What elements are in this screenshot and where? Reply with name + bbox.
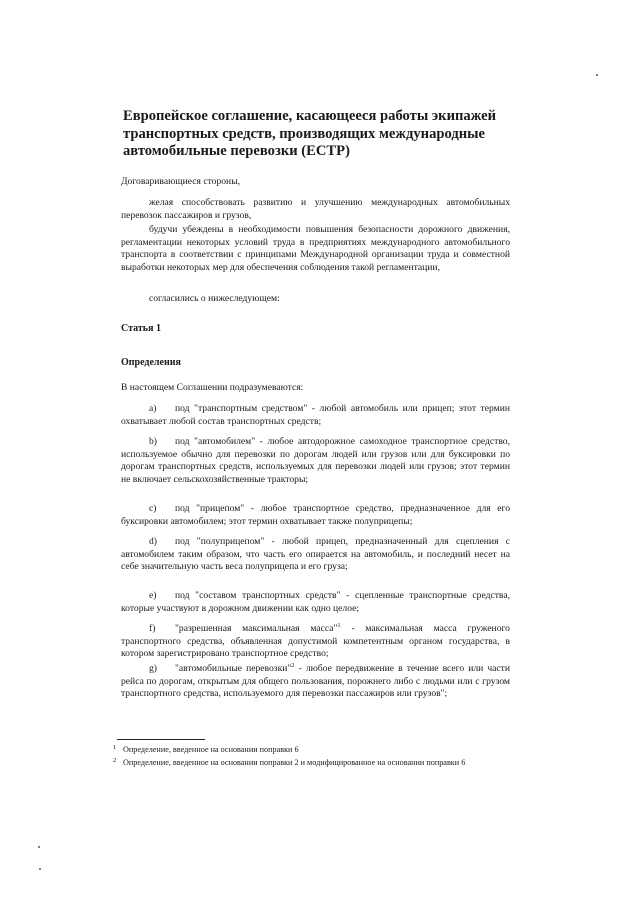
item-label: d) — [149, 536, 157, 547]
footnote-number: 2 — [113, 757, 117, 764]
item-head: "разрешенная максимальная масса" — [175, 623, 338, 634]
footnote-ref: 2 — [291, 661, 295, 669]
footnote — [113, 744, 501, 756]
paragraph-agreed: согласились о нижеследующем: — [149, 293, 280, 304]
item-head: "автомобильные перевозки" — [175, 663, 292, 674]
intro-text: Договаривающиеся стороны, — [121, 176, 241, 187]
item-text: - любое передвижение в течение всего или части рейса по дорогам, открытым для общего пользования, порожнего либо с людьми или с грузом транспортного средства, используемого для перевозки пассажиров или грузов"; — [121, 663, 511, 700]
item-text: под "автомобилем" - любое автодорожное самоходное транспортное средство, используемое обычно для перевозки по дорогам людей или грузов или для буксировки по дорогам транспортных средств, используемых для перевозки людей или грузов; этот термин не включает сельскохозяйственные тракторы; — [121, 436, 510, 485]
section-heading: Определения — [121, 357, 181, 368]
item-label: f) — [149, 623, 156, 634]
item-text: под "прицепом" - любое транспортное средство, предназначенное для его буксировки автомобилем; этот термин охватывает также полуприцепы; — [121, 503, 510, 527]
item-text: под "составом транспортных средств" - сцепленные транспортные средства, которые участвуют в дорожном движении как одно целое; — [121, 590, 510, 614]
footnote — [113, 757, 501, 769]
footnote-ref: 1 — [337, 621, 341, 629]
item-text: - максимальная масса груженого транспортного средства, объявленная допустимой компетентным органом государства, в котором зарегистрировано транспортное средство; — [121, 623, 510, 660]
item-label: e) — [149, 590, 157, 601]
definition-item — [121, 403, 510, 428]
item-text: под "полуприцепом" - любой прицеп, предназначенный для сцепления с автомобилем таким образом, что часть его опирается на автомобиль, и последний несет на себе значительную часть веса полуприцепа и его груза; — [121, 536, 510, 573]
footnote-text: Определение, введенное на основании поправки 6 — [123, 745, 299, 754]
scan-speck — [39, 868, 41, 870]
definition-item — [121, 436, 510, 486]
footnote-text: Определение, введенное на основании поправки 2 и модифицированное на основании поправки 6 — [123, 758, 466, 767]
scan-speck — [38, 846, 40, 848]
definition-item — [121, 503, 510, 528]
definitions-lead: В настоящем Соглашении подразумеваются: — [121, 382, 304, 393]
item-label: a) — [149, 403, 157, 414]
paragraph-desire: желая способствовать развитию и улучшению международных автомобильных перевозок пассажиров и грузов, — [121, 197, 510, 221]
item-label: c) — [149, 503, 157, 514]
document-title: Европейское соглашение, касающееся работы экипажей транспортных средств, производящих международные автомобильные перевозки (ЕСТР) — [123, 108, 496, 159]
definition-item — [121, 536, 510, 574]
definition-item — [121, 663, 510, 701]
item-text: под "транспортным средством" - любой автомобиль или прицеп; этот термин охватывает любой состав транспортных средств; — [121, 403, 510, 427]
paragraph-convinced: будучи убеждены в необходимости повышения безопасности дорожного движения, регламентации некоторых условий труда в предприятиях международного автомобильного транспорта в соответствии с принципами Международной организации труда и совместной выработки некоторых мер для обеспечения соблюдения такой регламентации, — [121, 224, 510, 273]
footnote-number: 1 — [113, 744, 117, 751]
scan-speck — [596, 74, 598, 76]
article-heading: Статья 1 — [121, 323, 161, 334]
item-label: b) — [149, 436, 157, 447]
definition-item — [121, 590, 510, 615]
footnote-separator — [117, 739, 205, 740]
item-label: g) — [149, 663, 157, 674]
definition-item — [121, 623, 510, 661]
